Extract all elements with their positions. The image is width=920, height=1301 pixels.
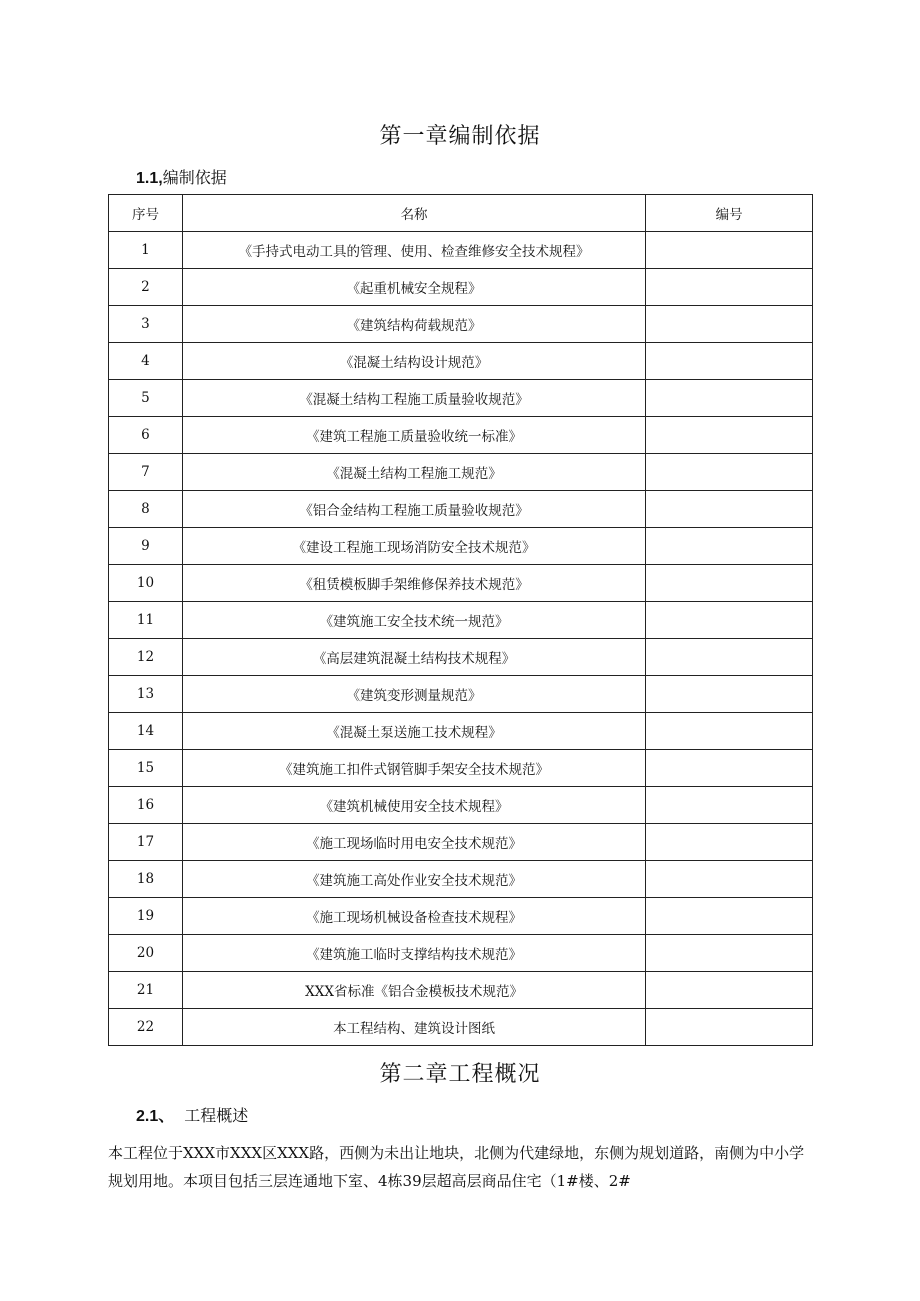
cell-name: 《建筑施工安全技术统一规范》 xyxy=(182,602,645,639)
table-row xyxy=(109,454,813,491)
cell-serial: 14 xyxy=(109,713,183,750)
table-row xyxy=(109,306,813,343)
cell-serial: 20 xyxy=(109,935,183,972)
cell-code xyxy=(646,343,813,380)
cell-serial: 16 xyxy=(109,787,183,824)
cell-code xyxy=(646,750,813,787)
table-row xyxy=(109,935,813,972)
cell-name: 《建筑施工扣件式钢管脚手架安全技术规范》 xyxy=(182,750,645,787)
table-row xyxy=(109,528,813,565)
header-name: 名称 xyxy=(182,195,645,232)
table-row xyxy=(109,380,813,417)
table-row xyxy=(109,972,813,1009)
cell-serial: 13 xyxy=(109,676,183,713)
cell-serial: 9 xyxy=(109,528,183,565)
cell-code xyxy=(646,898,813,935)
cell-code xyxy=(646,602,813,639)
cell-code xyxy=(646,528,813,565)
cell-serial: 6 xyxy=(109,417,183,454)
table-row xyxy=(109,861,813,898)
table-row xyxy=(109,565,813,602)
table-row xyxy=(109,269,813,306)
table-row xyxy=(109,343,813,380)
table-body xyxy=(109,232,813,1046)
section-number: 2.1、 xyxy=(136,1108,175,1125)
cell-name: 《建筑变形测量规范》 xyxy=(182,676,645,713)
cell-code xyxy=(646,861,813,898)
table-row xyxy=(109,491,813,528)
table-row xyxy=(109,417,813,454)
cell-serial: 21 xyxy=(109,972,183,1009)
table-row xyxy=(109,898,813,935)
header-code: 编号 xyxy=(646,195,813,232)
cell-name: 《施工现场机械设备检查技术规程》 xyxy=(182,898,645,935)
cell-code xyxy=(646,639,813,676)
cell-serial: 4 xyxy=(109,343,183,380)
cell-serial: 12 xyxy=(109,639,183,676)
cell-serial: 19 xyxy=(109,898,183,935)
cell-code xyxy=(646,713,813,750)
cell-name: 《混凝土结构设计规范》 xyxy=(182,343,645,380)
cell-name: 《手持式电动工具的管理、使用、检查维修安全技术规程》 xyxy=(182,232,645,269)
cell-serial: 22 xyxy=(109,1009,183,1046)
cell-code xyxy=(646,565,813,602)
table-row xyxy=(109,676,813,713)
cell-name: 《混凝土结构工程施工规范》 xyxy=(182,454,645,491)
cell-name: 《施工现场临时用电安全技术规范》 xyxy=(182,824,645,861)
chapter-2-title: 第二章工程概况 xyxy=(379,1062,541,1087)
cell-name: 《高层建筑混凝土结构技术规程》 xyxy=(182,639,645,676)
cell-serial: 10 xyxy=(109,565,183,602)
cell-name: 《租赁模板脚手架维修保养技术规范》 xyxy=(182,565,645,602)
header-serial: 序号 xyxy=(109,195,183,232)
cell-name: 《混凝土结构工程施工质量验收规范》 xyxy=(182,380,645,417)
table-row xyxy=(109,787,813,824)
cell-code xyxy=(646,454,813,491)
cell-serial: 15 xyxy=(109,750,183,787)
cell-name: 《建筑施工高处作业安全技术规范》 xyxy=(182,861,645,898)
cell-name: 《建筑工程施工质量验收统一标准》 xyxy=(182,417,645,454)
cell-code xyxy=(646,972,813,1009)
cell-name: 《铝合金结构工程施工质量验收规范》 xyxy=(182,491,645,528)
cell-serial: 18 xyxy=(109,861,183,898)
cell-code xyxy=(646,935,813,972)
cell-code xyxy=(646,491,813,528)
section-title: 工程概述 xyxy=(184,1106,249,1125)
table-row xyxy=(109,713,813,750)
table-row xyxy=(109,824,813,861)
cell-serial: 5 xyxy=(109,380,183,417)
section-2-1-heading xyxy=(136,1103,248,1126)
cell-name: 《起重机械安全规程》 xyxy=(182,269,645,306)
cell-code xyxy=(646,380,813,417)
cell-code xyxy=(646,269,813,306)
table-row xyxy=(109,639,813,676)
cell-code xyxy=(646,306,813,343)
table-header-row xyxy=(109,195,813,232)
cell-code xyxy=(646,417,813,454)
cell-name: 本工程结构、建筑设计图纸 xyxy=(182,1009,645,1046)
section-title: 编制依据 xyxy=(162,168,227,187)
table-row xyxy=(109,232,813,269)
cell-serial: 11 xyxy=(109,602,183,639)
cell-name: 《建筑结构荷载规范》 xyxy=(182,306,645,343)
section-1-1-heading xyxy=(136,165,227,188)
cell-serial: 7 xyxy=(109,454,183,491)
cell-code xyxy=(646,1009,813,1046)
cell-serial: 3 xyxy=(109,306,183,343)
chapter-1-title: 第一章编制依据 xyxy=(379,124,541,149)
cell-code xyxy=(646,676,813,713)
cell-name: XXX省标准《铝合金模板技术规范》 xyxy=(182,972,645,1009)
project-overview-paragraph: 本工程位于XXX市XXX区XXX路，西侧为未出让地块，北侧为代建绿地，东侧为规划道路，南侧为中小学规划用地。本项目包括三层连通地下室、4栋39层超高层商品住宅（1#楼、2# xyxy=(108,1144,805,1190)
cell-code xyxy=(646,824,813,861)
cell-code xyxy=(646,787,813,824)
cell-serial: 17 xyxy=(109,824,183,861)
section-number: 1.1, xyxy=(136,170,163,187)
cell-name: 《建设工程施工现场消防安全技术规范》 xyxy=(182,528,645,565)
cell-serial: 2 xyxy=(109,269,183,306)
table-row xyxy=(109,1009,813,1046)
compilation-basis-table xyxy=(108,194,813,1046)
cell-name: 《混凝土泵送施工技术规程》 xyxy=(182,713,645,750)
cell-name: 《建筑施工临时支撑结构技术规范》 xyxy=(182,935,645,972)
cell-serial: 1 xyxy=(109,232,183,269)
cell-serial: 8 xyxy=(109,491,183,528)
cell-code xyxy=(646,232,813,269)
table-row xyxy=(109,602,813,639)
cell-name: 《建筑机械使用安全技术规程》 xyxy=(182,787,645,824)
table-row xyxy=(109,750,813,787)
